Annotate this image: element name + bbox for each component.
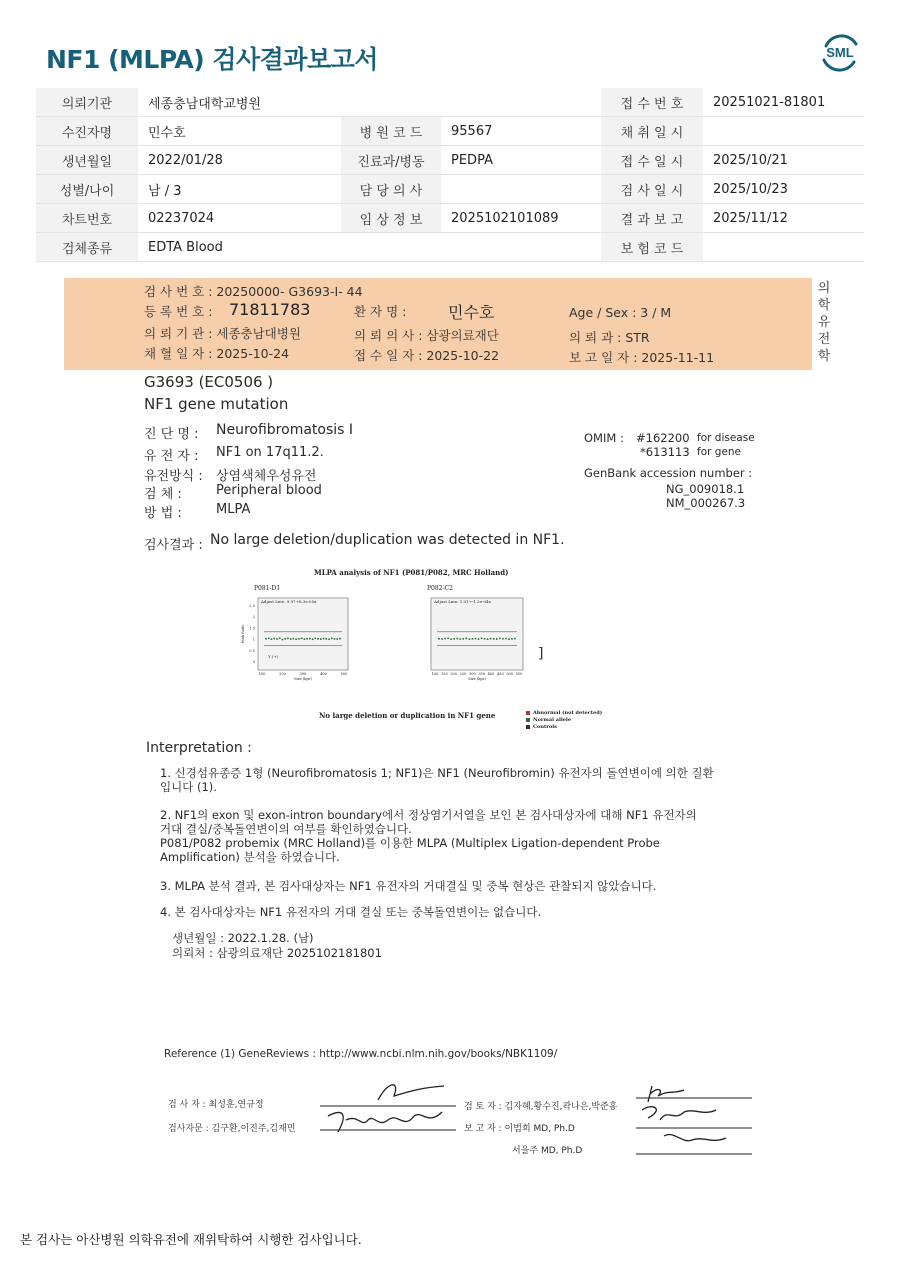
adjust-line: Adjust Line: 1.01+-1.2e-04x	[434, 599, 491, 604]
detail-label: 진 단 명 :	[144, 427, 199, 442]
info-value: 20251021-81801	[703, 88, 864, 117]
reg-label: 등 록 번 호 :	[144, 304, 213, 319]
sample-date: 채 혈 일 자 : 2025-10-24	[144, 346, 290, 361]
adjust-line: Adjust Line: 9.97+8.3e-05x	[261, 599, 317, 604]
data-point	[271, 638, 273, 640]
legend-label: Controls	[533, 724, 557, 730]
logo-text: SML	[826, 45, 854, 60]
data-point	[459, 638, 461, 640]
y-tick: 1	[252, 637, 255, 642]
interpretation-title: Interpretation :	[146, 740, 252, 756]
data-point	[306, 638, 308, 640]
data-point	[484, 638, 486, 640]
detail-value: NF1 on 17q11.2.	[216, 445, 324, 460]
data-point	[309, 638, 311, 640]
data-point	[279, 637, 281, 639]
data-point	[447, 638, 449, 640]
info-value	[441, 175, 601, 204]
age-sex: Age / Sex : 3 / M	[569, 305, 672, 320]
data-point	[304, 638, 306, 640]
x-tick: 100	[258, 672, 266, 676]
info-value	[703, 233, 864, 262]
detail-label: 유전방식 :	[144, 469, 203, 484]
data-point	[511, 638, 513, 640]
omim-disease-desc: for disease	[697, 432, 755, 444]
legend-label: Abnormal (not detected)	[533, 710, 603, 716]
x-tick: 500	[506, 672, 514, 676]
x-tick: 400	[487, 672, 495, 676]
omim-label: OMIM :	[584, 431, 624, 445]
footer-note: 본 검사는 아산병원 의학유전에 재위탁하여 시행한 검사입니다.	[20, 1232, 362, 1247]
x-tick: 200	[279, 672, 286, 676]
data-point	[469, 638, 471, 640]
data-point	[331, 638, 333, 640]
detail-value: Peripheral blood	[216, 483, 322, 498]
info-value	[441, 88, 601, 117]
interpretation-line: 입니다 (1).	[160, 780, 217, 794]
info-label: 진료과/병동	[341, 146, 441, 175]
patient-label: 환 자 명 :	[354, 304, 407, 319]
info-label: 검체종류	[36, 233, 138, 262]
bracket-mark: ]	[538, 646, 544, 662]
data-point	[301, 638, 303, 640]
panel-note: Y (+)	[268, 654, 279, 659]
data-point	[475, 638, 477, 640]
info-row	[36, 146, 864, 175]
info-table	[36, 88, 864, 262]
info-value: 2025/10/23	[703, 175, 864, 204]
info-label: 결 과 보 고	[601, 204, 703, 233]
interpretation-line: 2. NF1의 exon 및 exon-intron boundary에서 정상염기서열을 보인 본 검사대상자에 대해 NF1 유전자의	[160, 808, 697, 822]
info-label: 접 수 일 시	[601, 146, 703, 175]
reference: Reference (1) GeneReviews : http://www.ncbi.nlm.nih.gov/books/NBK1109/	[164, 1048, 558, 1060]
x-tick: 250	[459, 672, 467, 676]
detail-value: MLPA	[216, 502, 251, 517]
data-point	[334, 638, 336, 640]
data-point	[478, 638, 480, 640]
data-point	[505, 638, 507, 640]
info-label: 병 원 코 드	[341, 117, 441, 146]
interpretation-line: 거대 결실/중복돌연변이의 여부를 확인하였습니다.	[160, 822, 412, 836]
x-tick: 100	[431, 672, 439, 676]
legend-swatch	[526, 711, 530, 715]
omim-disease-id: #162200	[636, 431, 690, 445]
x-tick: 450	[496, 672, 504, 676]
detail-label: 검 체 :	[144, 487, 182, 502]
data-point	[290, 638, 292, 640]
report-date: 보 고 일 자 : 2025-11-11	[569, 350, 715, 365]
doctor: 의 뢰 의 사 : 삼광의료재단	[354, 328, 499, 343]
chart-title: MLPA analysis of NF1 (P081/P082, MRC Holland)	[314, 568, 509, 577]
omim-gene-desc: for gene	[697, 446, 742, 458]
info-value: 남 / 3	[138, 175, 341, 204]
data-point	[315, 638, 317, 640]
test-code: G3693 (EC0506 )	[144, 373, 274, 391]
info-row	[36, 204, 864, 233]
y-tick: 0.5	[249, 648, 255, 653]
panel-name: P081-D1	[254, 585, 281, 592]
info-value: 2025/11/12	[703, 204, 864, 233]
data-point	[317, 638, 319, 640]
y-tick: 2.5	[249, 604, 255, 608]
data-point	[268, 638, 270, 640]
detail-value: Neurofibromatosis I	[216, 422, 354, 438]
x-tick: 300	[299, 672, 307, 676]
data-point	[456, 638, 458, 640]
x-tick: 500	[340, 672, 348, 676]
interpretation-line: Amplification) 분석을 하였습니다.	[160, 850, 340, 864]
test-name: NF1 gene mutation	[144, 395, 289, 413]
y-tick: 2	[252, 615, 255, 620]
genbank-id-2: NM_000267.3	[666, 496, 746, 510]
info-label: 성별/나이	[36, 175, 138, 204]
data-point	[282, 639, 284, 641]
x-tick: 400	[320, 672, 327, 676]
reviewers: 검 토 자 : 김자혜,황수진,곽나은,박준홍	[464, 1102, 618, 1112]
info-value: 민수호	[138, 117, 341, 146]
info-label	[341, 233, 441, 262]
x-tick: 150	[440, 672, 448, 676]
scanned-report	[36, 270, 864, 1210]
x-axis-label: Size (bps)	[468, 677, 486, 681]
data-point	[328, 638, 330, 640]
info-label: 검 사 일 시	[601, 175, 703, 204]
genbank-label: GenBank accession number :	[584, 466, 753, 480]
test-number: 검 사 번 호 : 20250000- G3693-I- 44	[144, 284, 363, 299]
data-point	[295, 638, 297, 640]
reviewer-signature	[634, 1080, 754, 1160]
patient-name: 민수호	[448, 303, 495, 322]
data-point	[490, 638, 492, 640]
data-point	[481, 638, 483, 640]
genbank-id-1: NG_009018.1	[666, 482, 745, 496]
info-row	[36, 117, 864, 146]
y-axis-label: Peak Ratio	[241, 624, 245, 644]
reg-number: 71811783	[229, 300, 311, 319]
data-point	[276, 638, 278, 640]
receipt-date: 접 수 일 자 : 2025-10-22	[354, 348, 500, 363]
info-value: PEDPA	[441, 146, 601, 175]
omim-gene-id: *613113	[640, 445, 690, 459]
info-label: 접 수 번 호	[601, 88, 703, 117]
testers: 검 사 자 : 최성훈,연규정	[168, 1100, 264, 1110]
y-tick: 1.5	[249, 626, 255, 631]
panel-name: P082-C2	[427, 585, 453, 592]
legend-swatch	[526, 718, 530, 722]
result-label: 검사결과 :	[144, 538, 203, 553]
data-point	[496, 638, 498, 640]
data-point	[444, 638, 446, 640]
info-row	[36, 233, 864, 262]
info-value: 세종충남대학교병원	[138, 88, 341, 117]
data-point	[293, 638, 295, 640]
legend-item	[526, 710, 602, 716]
birth-note: 생년월일 : 2022.1.28. (남)	[172, 931, 314, 945]
data-point	[339, 638, 341, 640]
legend-item	[526, 724, 557, 730]
data-point	[508, 638, 510, 640]
report-title: NF1 (MLPA) 검사결과보고서	[46, 45, 378, 74]
plot-frame	[431, 598, 523, 670]
info-label: 담 당 의 사	[341, 175, 441, 204]
info-label	[341, 88, 441, 117]
info-value: 2025/10/21	[703, 146, 864, 175]
data-point	[463, 638, 465, 640]
reporter: 보 고 자 : 이범희 MD, Ph.D	[464, 1124, 575, 1134]
data-point	[438, 638, 440, 640]
data-point	[273, 638, 275, 640]
data-point	[325, 638, 327, 640]
scan-header	[64, 278, 831, 370]
data-point	[472, 638, 474, 640]
data-point	[265, 638, 267, 640]
info-row	[36, 88, 864, 117]
interpretation-line: 1. 신경섬유종증 1형 (Neurofibromatosis 1; NF1)은 NF1 (Neurofibromin) 유전자의 돌연변이에 의한 질환	[160, 766, 714, 780]
data-point	[320, 638, 322, 640]
info-label: 차트번호	[36, 204, 138, 233]
data-point	[466, 638, 468, 640]
institution: 의 뢰 기 관 : 세종충남대병원	[144, 326, 301, 341]
x-tick: 550	[515, 672, 523, 676]
plot-frame	[258, 598, 348, 670]
data-point	[312, 638, 314, 640]
info-label: 채 취 일 시	[601, 117, 703, 146]
y-tick: 0	[252, 660, 255, 664]
referral-note: 의뢰처 : 삼광의료재단 2025102181801	[172, 946, 382, 960]
data-point	[450, 638, 452, 640]
x-tick: 350	[478, 672, 486, 676]
data-point	[323, 638, 325, 640]
advisors: 검사자문 : 김구환,이진주,김재민	[168, 1124, 296, 1134]
info-row	[36, 175, 864, 204]
info-value	[441, 233, 601, 262]
result-text: No large deletion/duplication was detected in NF1.	[210, 532, 565, 548]
x-tick: 300	[468, 672, 476, 676]
detail-label: 방 법 :	[144, 506, 182, 521]
legend-label: Normal allele	[533, 717, 572, 723]
info-value: EDTA Blood	[138, 233, 341, 262]
info-label: 보 험 코 드	[601, 233, 703, 262]
detail-label: 유 전 자 :	[144, 449, 199, 464]
info-value: 2025102101089	[441, 204, 601, 233]
info-value: 2022/01/28	[138, 146, 341, 175]
data-point	[298, 638, 300, 640]
info-value: 02237024	[138, 204, 341, 233]
data-point	[493, 638, 495, 640]
x-axis-label: Size (bps)	[294, 677, 312, 681]
interpretation-line: P081/P082 probemix (MRC Holland)를 이용한 MLPA (Multiplex Ligation-dependent Probe	[160, 836, 660, 850]
data-point	[502, 638, 504, 640]
data-point	[441, 638, 443, 640]
info-value: 95567	[441, 117, 601, 146]
info-label: 생년월일	[36, 146, 138, 175]
interpretation-line: 3. MLPA 분석 결과, 본 검사대상자는 NF1 유전자의 거대결실 및 중복 현상은 관찰되지 않았습니다.	[160, 879, 657, 893]
sml-logo	[818, 32, 862, 72]
data-point	[284, 638, 286, 640]
department: 의 뢰 과 : STR	[569, 330, 650, 345]
info-value	[703, 117, 864, 146]
data-point	[499, 638, 501, 640]
legend-swatch	[526, 725, 530, 729]
data-point	[336, 638, 338, 640]
info-label: 의뢰기관	[36, 88, 138, 117]
data-point	[487, 638, 489, 640]
data-point	[287, 638, 289, 640]
reporter-2: 서을주 MD, Ph.D	[512, 1146, 583, 1156]
info-label: 수진자명	[36, 117, 138, 146]
side-label: 의 학 유 전 학	[817, 281, 831, 364]
interpretation-line: 4. 본 검사대상자는 NF1 유전자의 거대 결실 또는 중복돌연변이는 없습니다.	[160, 905, 542, 919]
x-tick: 200	[450, 672, 458, 676]
info-label: 임 상 정 보	[341, 204, 441, 233]
data-point	[514, 638, 516, 640]
tester-signature	[318, 1076, 458, 1146]
legend-item	[526, 717, 571, 723]
chart-caption: No large deletion or duplication in NF1 gene	[319, 711, 496, 720]
detail-value: 상염색체우성유전	[216, 469, 317, 484]
data-point	[453, 638, 455, 640]
